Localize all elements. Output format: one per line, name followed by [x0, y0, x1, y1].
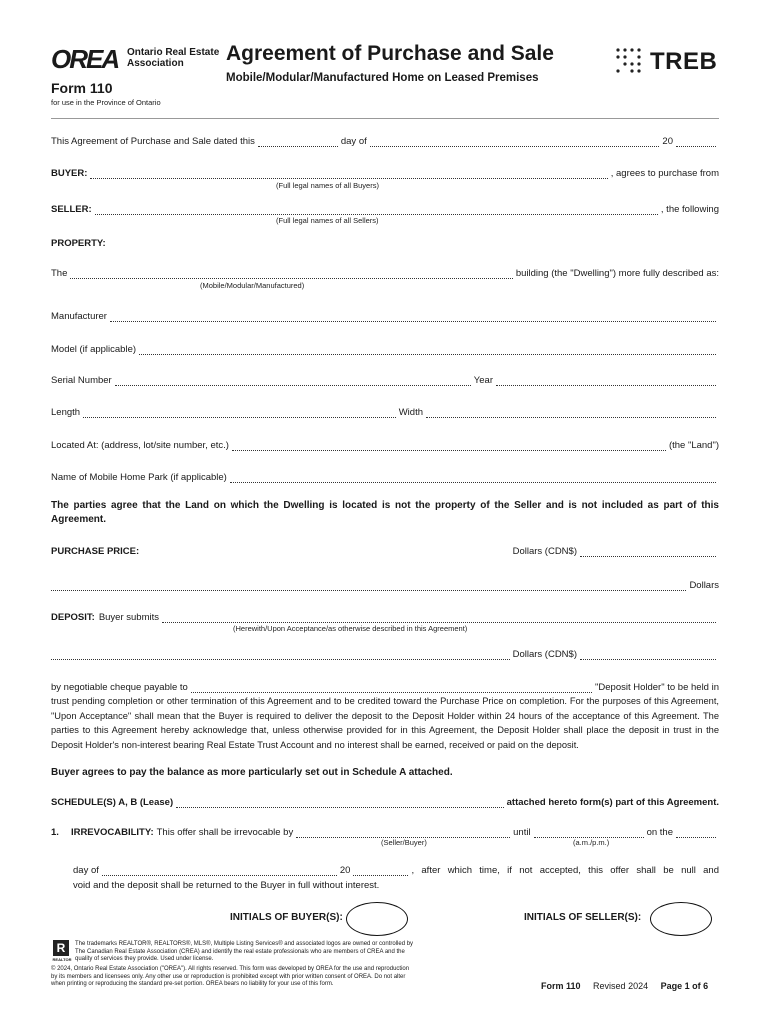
- seller-line: SELLER: , the following: [51, 204, 719, 215]
- purchase-price-line: PURCHASE PRICE: Dollars (CDN$): [51, 546, 719, 557]
- form-number: Form 110: [51, 80, 113, 96]
- buyer-initials-field[interactable]: [346, 902, 408, 936]
- buyer-initials-label: INITIALS OF BUYER(S):: [230, 912, 343, 923]
- page-number: Page 1 of 6: [660, 981, 709, 991]
- treb-dots-icon: [614, 46, 648, 76]
- dwelling-type-field[interactable]: [70, 268, 512, 279]
- deposit-line: DEPOSIT: Buyer submits: [51, 612, 719, 623]
- seller-initials-label: INITIALS OF SELLER(S):: [524, 912, 642, 923]
- deposit-label: DEPOSIT:: [51, 612, 95, 623]
- manufacturer-field[interactable]: [110, 311, 716, 322]
- page-subtitle: Mobile/Modular/Manufactured Home on Leased Premises: [226, 72, 539, 84]
- date-day-field[interactable]: [258, 136, 338, 147]
- park-name-field[interactable]: [230, 472, 716, 483]
- manufacturer-line: Manufacturer: [51, 311, 719, 322]
- buyer-line: BUYER: , agrees to purchase from: [51, 168, 719, 179]
- length-field[interactable]: [83, 407, 396, 418]
- seller-initials-field[interactable]: [650, 902, 712, 936]
- purchase-price-words-field[interactable]: [51, 580, 686, 591]
- serial-number-field[interactable]: [115, 375, 471, 386]
- property-label: PROPERTY:: [51, 238, 106, 249]
- serial-year-line: Serial Number Year: [51, 375, 719, 386]
- page-title: Agreement of Purchase and Sale: [226, 42, 554, 65]
- irrevocable-year-field[interactable]: [353, 865, 408, 876]
- purchase-price-words-line: Dollars: [51, 580, 719, 591]
- irrevocability-label: IRREVOCABILITY:: [70, 827, 154, 838]
- header-divider: [51, 118, 719, 119]
- deposit-words-field[interactable]: [51, 649, 510, 660]
- form-scope: for use in the Province of Ontario: [51, 98, 161, 107]
- irrevocable-party-hint: (Seller/Buyer): [381, 838, 427, 847]
- orea-org-line1: Ontario Real Estate: [127, 47, 220, 58]
- seller-label: SELLER:: [51, 204, 92, 215]
- agreement-date-line: This Agreement of Purchase and Sale dated this day of 20: [51, 136, 719, 147]
- purchase-price-label: PURCHASE PRICE:: [51, 546, 140, 557]
- copyright-notice: © 2024, Ontario Real Estate Association ("OREA"). All rights reserved. This form was developed by OREA for the use and reproduction by its members and licensees only. Any other use or reproduction is prohibited except with prior written consent of OREA. Do not alter when printing or reproducing the standard pre-set portion. OREA bears no liability for your use of this form.: [51, 966, 410, 987]
- located-at-line: Located At: (address, lot/site number, etc.) (the "Land"): [51, 440, 719, 451]
- dwelling-type-hint: (Mobile/Modular/Manufactured): [200, 281, 305, 290]
- trademark-notice: The trademarks REALTOR®, REALTORS®, MLS®, Multiple Listing Services® and associated logos are owned or controlled by The Canadian Real Estate Association (CREA) and identify the real estate professionals who are members of CREA and the quality of services they provide. Used under license.: [75, 941, 414, 962]
- irrevocable-date-line: day of 20 , after which time, if not accepted, this offer shall be null and: [73, 865, 719, 876]
- property-type-line: The building (the "Dwelling") more fully described as:: [51, 268, 719, 279]
- orea-logo-text: OREA: [51, 44, 119, 74]
- seller-name-field[interactable]: [95, 204, 658, 215]
- orea-logo: [51, 44, 220, 74]
- deposit-paragraph: trust pending completion or other termination of this Agreement and to be credited toward the Purchase Price on completion. For the purposes of this Agreement, "Upon Acceptance" shall mean that the Buyer is required to deliver the deposit to the Deposit Holder within 24 hours of the acceptance of this Agreement. The parties to this Agreement hereby acknowledge that, unless otherwise provided for in this Agreement, the Deposit Holder shall place the deposit in trust in the Deposit Holder's non-interest bearing Real Estate Trust Account and no interest shall be earned, received or paid on the deposit.: [51, 696, 719, 750]
- deposit-holder-field[interactable]: [191, 682, 592, 693]
- void-line: void and the deposit shall be returned to the Buyer in full without interest.: [73, 880, 380, 891]
- irrevocable-time-field[interactable]: [534, 827, 644, 838]
- date-month-field[interactable]: [370, 136, 660, 147]
- footer-revised: Revised 2024: [593, 981, 649, 991]
- footer-form-number: Form 110: [541, 981, 581, 991]
- schedules-field[interactable]: [176, 797, 504, 808]
- irrevocable-by-field[interactable]: [296, 827, 510, 838]
- park-name-line: Name of Mobile Home Park (if applicable): [51, 472, 719, 483]
- balance-note: Buyer agrees to pay the balance as more particularly set out in Schedule A attached.: [51, 767, 453, 778]
- realtor-logo: [51, 940, 73, 968]
- treb-logo: [614, 46, 724, 78]
- footer-form-info: [541, 981, 708, 991]
- year-field[interactable]: [496, 375, 716, 386]
- irrevocable-day-field[interactable]: [676, 827, 716, 838]
- irrevocability-line: 1. IRREVOCABILITY: This offer shall be irrevocable by until on the: [51, 827, 719, 838]
- buyer-hint: (Full legal names of all Buyers): [276, 181, 379, 190]
- seller-hint: (Full legal names of all Sellers): [276, 216, 379, 225]
- date-year-field[interactable]: [676, 136, 716, 147]
- realtor-word: REALTOR: [52, 957, 72, 962]
- deposit-timing-field[interactable]: [162, 612, 716, 623]
- irrevocable-time-hint: (a.m./p.m.): [573, 838, 610, 847]
- buyer-label: BUYER:: [51, 168, 88, 179]
- buyer-name-field[interactable]: [90, 168, 607, 179]
- deposit-amount-field[interactable]: [580, 649, 716, 660]
- schedules-line: SCHEDULE(S) A, B (Lease) attached hereto form(s) part of this Agreement.: [51, 797, 719, 808]
- model-line: Model (if applicable): [51, 344, 719, 355]
- orea-org-line2: Association: [127, 58, 184, 69]
- width-field[interactable]: [426, 407, 716, 418]
- realtor-mark-icon: R: [53, 940, 69, 956]
- deposit-amount-line: Dollars (CDN$): [51, 649, 719, 660]
- clause-number: 1.: [51, 827, 59, 838]
- deposit-holder-line: by negotiable cheque payable to "Deposit Holder" to be held in: [51, 682, 719, 693]
- schedules-label: SCHEDULE(S) A, B (Lease): [51, 797, 174, 808]
- deposit-hint: (Herewith/Upon Acceptance/as otherwise described in this Agreement): [233, 624, 468, 633]
- irrevocable-month-field[interactable]: [102, 865, 337, 876]
- length-width-line: Length Width: [51, 407, 719, 418]
- land-notice: The parties agree that the Land on which the Dwelling is located is not the property of the Seller and is not included as part of this Agreement.: [51, 500, 719, 525]
- treb-logo-text: TREB: [650, 48, 718, 75]
- located-at-field[interactable]: [232, 440, 666, 451]
- purchase-price-amount-field[interactable]: [580, 546, 716, 557]
- model-field[interactable]: [139, 344, 716, 355]
